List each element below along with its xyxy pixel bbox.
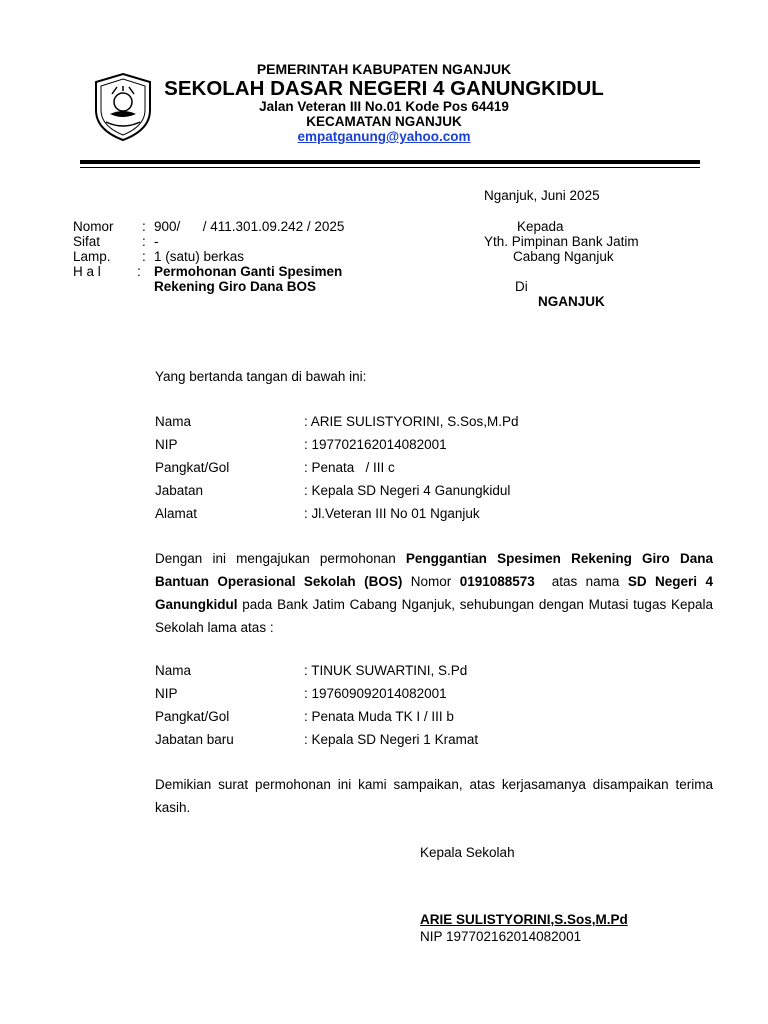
lamp-colon: :: [142, 249, 146, 264]
signer-value: : Kepala SD Negeri 4 Ganungkidul: [304, 483, 511, 498]
old-head-label: Jabatan baru: [155, 732, 234, 747]
letterhead-rule-thin: [80, 167, 700, 168]
signer-label: Alamat: [155, 506, 198, 521]
hal-colon: :: [137, 264, 141, 279]
signature-title: Kepala Sekolah: [420, 845, 515, 860]
recipient-di: Di: [515, 279, 528, 294]
old-head-label: Nama: [155, 663, 192, 678]
letterhead-address: Jalan Veteran III No.01 Kode Pos 64419: [259, 99, 509, 114]
sifat-value: -: [154, 234, 159, 249]
letterhead-government: PEMERINTAH KABUPATEN NGANJUK: [256, 61, 512, 77]
signer-label: Pangkat/Gol: [155, 460, 230, 475]
old-head-value: : Kepala SD Negeri 1 Kramat: [304, 732, 479, 747]
lamp-value: 1 (satu) berkas: [154, 249, 245, 264]
nomor-colon: :: [142, 219, 146, 234]
recipient-branch: Cabang Nganjuk: [513, 249, 614, 264]
letterhead-rule: [80, 160, 700, 164]
signer-value: : Jl.Veteran III No 01 Nganjuk: [304, 506, 480, 521]
sifat-colon: :: [142, 234, 146, 249]
recipient-yth: Yth. Pimpinan Bank Jatim: [484, 234, 639, 249]
old-head-value: : TINUK SUWARTINI, S.Pd: [304, 663, 468, 678]
lamp-label: Lamp.: [73, 249, 111, 264]
old-head-label: NIP: [155, 686, 178, 701]
signer-label: NIP: [155, 437, 178, 452]
letterhead-email-link[interactable]: empatganung@yahoo.com: [297, 129, 471, 144]
recipient-kepada: Kepada: [517, 219, 564, 234]
sifat-label: Sifat: [73, 234, 101, 249]
signer-value: : Penata / III c: [304, 460, 395, 475]
closing-paragraph: Demikian surat permohonan ini kami sampaikan, atas kerjasamanya disampaikan terima kasih.: [155, 777, 713, 815]
signer-label: Jabatan: [155, 483, 204, 498]
signature-name: ARIE SULISTYORINI,S.Sos,M.Pd: [420, 912, 628, 927]
letterhead-district: KECAMATAN NGANJUK: [306, 114, 462, 129]
nomor-value: 900/ / 411.301.09.242 / 2025: [154, 219, 345, 234]
opening-sentence: Yang bertanda tangan di bawah ini:: [155, 369, 367, 384]
hal-value-line2: Rekening Giro Dana BOS: [154, 279, 317, 294]
letterhead-school-name: SEKOLAH DASAR NEGERI 4 GANUNGKIDUL: [164, 77, 604, 100]
date-line: Nganjuk, Juni 2025: [484, 188, 600, 203]
old-head-label: Pangkat/Gol: [155, 709, 230, 724]
old-head-value: : 197609092014082001: [304, 686, 447, 701]
request-paragraph: Dengan ini mengajukan permohonan Penggantian Spesimen Rekening Giro Dana Bantuan Operasional Sekolah (BOS) Nomor 0191088573 atas nama SD Negeri 4 Ganungkidul pada Bank Jatim Cabang Nganjuk, sehubungan dengan Mutasi tugas Kepala Sekolah lama atas :: [155, 551, 717, 635]
signer-label: Nama: [155, 414, 192, 429]
hal-label: H a l: [73, 264, 101, 279]
hal-value-line1: Permohonan Ganti Spesimen: [154, 264, 343, 279]
nomor-label: Nomor: [73, 219, 114, 234]
signer-value: : 197702162014082001: [304, 437, 447, 452]
signer-value: : ARIE SULISTYORINI, S.Sos,M.Pd: [304, 414, 519, 429]
recipient-city: NGANJUK: [538, 294, 605, 309]
signature-nip: NIP 197702162014082001: [420, 929, 582, 944]
old-head-value: : Penata Muda TK I / III b: [304, 709, 454, 724]
